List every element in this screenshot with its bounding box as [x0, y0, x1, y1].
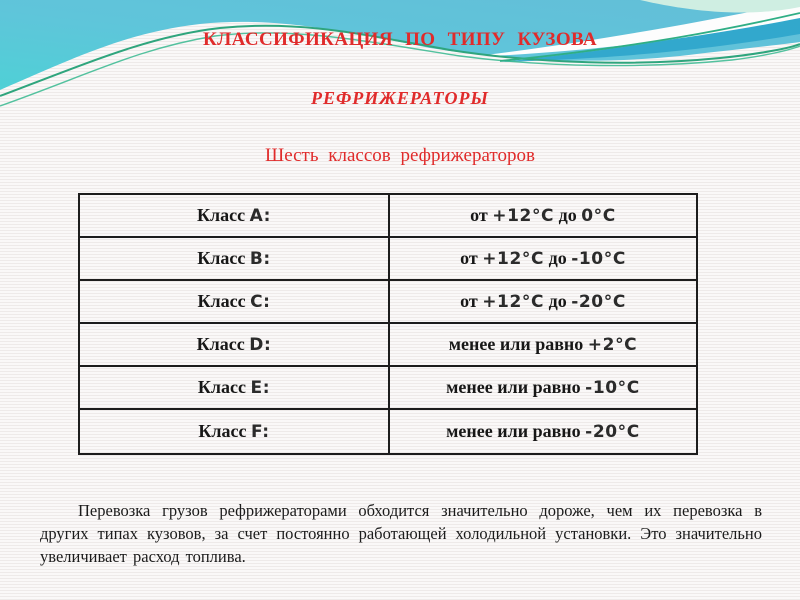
classes-table — [78, 193, 698, 455]
fancy-text: 0°C — [581, 205, 616, 226]
fancy-text: E: — [250, 377, 271, 398]
plain-text: до — [554, 205, 582, 225]
note-paragraph: Перевозка грузов рефрижераторами обходится значительно дороже, чем их перевозка в других типах кузовов, за счет постоянно работающей холодильной установки. Это значительно увеличивает расход топлива. — [40, 501, 762, 566]
slide-title: КЛАССИФИКАЦИЯ ПО ТИПУ КУЗОВА — [202, 29, 598, 50]
plain-text: от — [460, 291, 483, 311]
slide-subtitle: РЕФРИЖЕРАТОРЫ — [311, 88, 489, 108]
class-cell — [80, 367, 390, 408]
fancy-text: -10°C — [585, 377, 640, 398]
table-caption: Шесть классов рефрижераторов — [265, 145, 535, 166]
plain-text: Класс — [197, 377, 251, 397]
plain-text: Класс — [197, 248, 250, 268]
plain-text: менее или равно — [446, 421, 586, 441]
temperature-cell — [390, 324, 696, 365]
fancy-text: -20°C — [571, 291, 626, 312]
wave-decoration — [0, 0, 800, 150]
table-row — [80, 324, 696, 367]
fancy-text: +12°C — [492, 205, 555, 226]
plain-text: от — [460, 248, 483, 268]
temperature-cell — [390, 281, 696, 322]
plain-text: Класс — [198, 421, 251, 441]
plain-text: менее или равно — [446, 377, 586, 397]
fancy-text: +12°C — [482, 248, 545, 269]
plain-text: от — [470, 205, 493, 225]
fancy-text: +2°C — [587, 334, 638, 355]
plain-text: менее или равно — [448, 334, 588, 354]
table-row — [80, 238, 696, 281]
fancy-text: C: — [250, 291, 271, 312]
plain-text: до — [544, 248, 572, 268]
class-cell — [80, 238, 390, 279]
plain-text: Класс — [196, 205, 250, 225]
temperature-cell — [390, 367, 696, 408]
fancy-text: A: — [249, 205, 272, 226]
table-row — [80, 195, 696, 238]
fancy-text: -10°C — [571, 248, 626, 269]
table-row — [80, 410, 696, 453]
fancy-text: -20°C — [585, 421, 640, 442]
table-row — [80, 367, 696, 410]
plain-text: Класс — [197, 291, 251, 311]
table-row — [80, 281, 696, 324]
class-cell — [80, 324, 390, 365]
fancy-text: B: — [249, 248, 271, 269]
class-cell — [80, 410, 390, 453]
class-cell — [80, 195, 390, 236]
class-cell — [80, 281, 390, 322]
fancy-text: +12°C — [482, 291, 545, 312]
fancy-text: D: — [249, 334, 272, 355]
plain-text: Класс — [196, 334, 250, 354]
temperature-cell — [390, 195, 696, 236]
plain-text: до — [544, 291, 572, 311]
temperature-cell — [390, 410, 696, 453]
fancy-text: F: — [250, 421, 270, 442]
temperature-cell — [390, 238, 696, 279]
